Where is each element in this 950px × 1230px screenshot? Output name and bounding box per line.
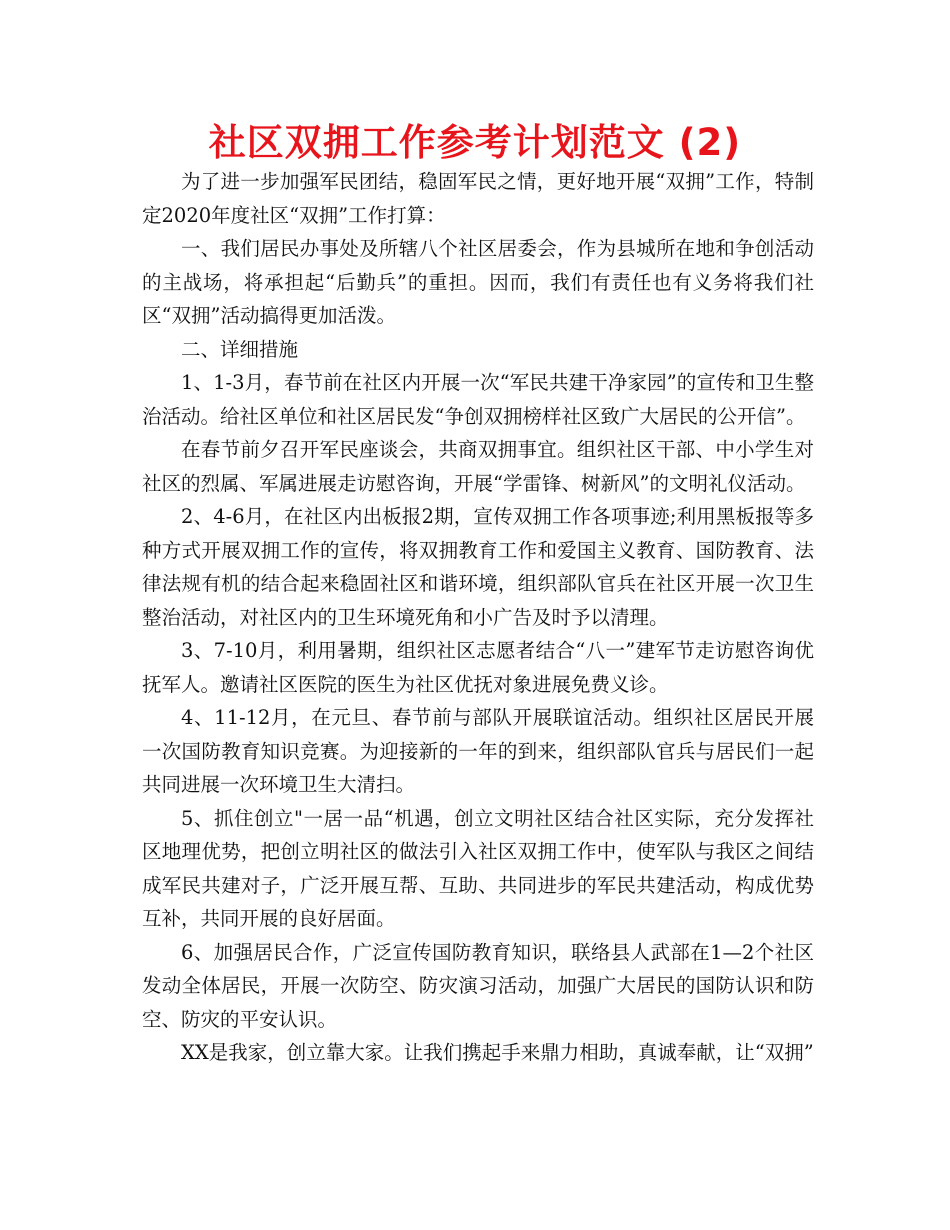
paragraph-section-one: 一、我们居民办事处及所辖八个社区居委会，作为县城所在地和争创活动的主战场，将承担起“后勤兵”的重担。因而，我们有责任也有义务将我们社区“双拥”活动搞得更加活泼。	[142, 237, 814, 327]
document-body	[142, 165, 814, 1070]
paragraph-measure-5: 5、抓住创立"一居一品“机遇，创立文明社区结合社区实际，充分发挥社区地理优势，把创立明社区的做法引入社区双拥工作中，使军队与我区之间结成军民共建对子，广泛开展互帮、互助、共同进步的军民共建活动，构成优势互补，共同开展的良好居面。	[142, 806, 814, 930]
paragraph-measure-1-cont: 在春节前夕召开军民座谈会，共商双拥事宜。组织社区干部、中小学生对社区的烈属、军属进展走访慰咨询，开展“学雷锋、树新风”的文明礼仪活动。	[142, 438, 814, 495]
paragraph-closing: XX是我家，创立靠大家。让我们携起手来鼎力相助，真诚奉献，让“双拥”	[181, 1041, 814, 1064]
paragraph-measure-2: 2、4-6月，在社区内出板报2期，宣传双拥工作各项事迹;利用黑板报等多种方式开展双拥工作的宣传，将双拥教育工作和爱国主义教育、国防教育、法律法规有机的结合起来稳固社区和谐环境，组织部队官兵在社区开展一次卫生整治活动，对社区内的卫生环境死角和小广告及时予以清理。	[142, 505, 814, 629]
paragraph-measure-3: 3、7-10月，利用暑期，组织社区志愿者结合“八一”建军节走访慰咨询优抚军人。邀请社区医院的医生为社区优抚对象进展免费义诊。	[142, 639, 814, 696]
paragraph-intro: 为了进一步加强军民团结，稳固军民之情，更好地开展“双拥”工作，特制定2020年度社区“双拥”工作打算：	[142, 170, 814, 227]
paragraph-measure-1: 1、1-3月，春节前在社区内开展一次“军民共建干净家园”的宣传和卫生整治活动。给社区单位和社区居民发“争创双拥榜样社区致广大居民的公开信”。	[142, 371, 814, 428]
document-title: 社区双拥工作参考计划范文 (2)	[208, 121, 742, 164]
paragraph-measure-4: 4、11-12月，在元旦、春节前与部队开展联谊活动。组织社区居民开展一次国防教育知识竞赛。为迎接新的一年的到来，组织部队官兵与居民们一起共同进展一次环境卫生大清扫。	[142, 706, 814, 796]
paragraph-measure-6: 6、加强居民合作，广泛宣传国防教育知识，联络县人武部在1—2个社区发动全体居民，开展一次防空、防灾演习活动，加强广大居民的国防认识和防空、防灾的平安认识。	[142, 940, 814, 1031]
paragraph-section-two-heading: 二、详细措施	[181, 337, 299, 361]
